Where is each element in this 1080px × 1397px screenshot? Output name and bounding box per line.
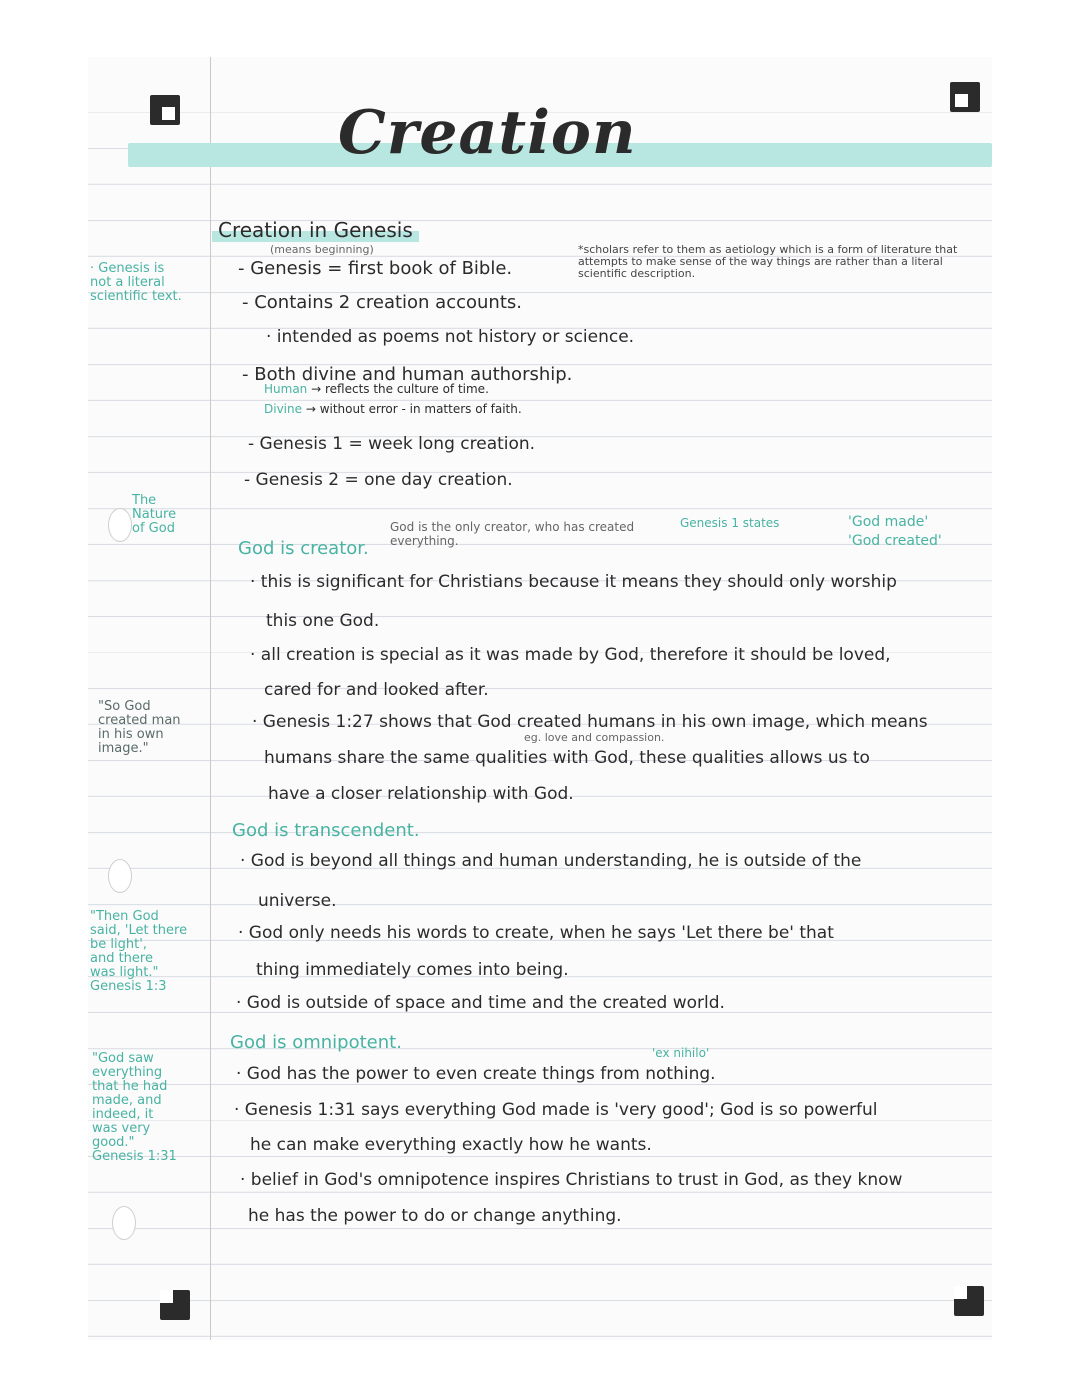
line-genesis-2: - Genesis 2 = one day creation. xyxy=(244,470,513,490)
corner-bracket-icon xyxy=(160,1290,190,1320)
section-heading-omnipotent: God is omnipotent. xyxy=(230,1032,402,1053)
margin-line xyxy=(210,57,211,1340)
omnipotent-bullet-3b: he has the power to do or change anything. xyxy=(248,1206,622,1226)
omnipotent-bullet-2a: · Genesis 1:31 says everything God made is 'very good'; God is so powerful xyxy=(234,1100,878,1120)
divine-label: Divine xyxy=(264,402,302,416)
corner-bracket-icon xyxy=(150,95,180,125)
creator-bullet-1a: · this is significant for Christians because it means they should only worship xyxy=(250,572,897,592)
section-heading-creation-in-genesis: Creation in Genesis xyxy=(212,218,419,242)
section-heading-creator: God is creator. xyxy=(238,538,369,559)
arrow-icon: → xyxy=(311,382,325,396)
transcendent-bullet-1b: universe. xyxy=(258,891,337,911)
punch-hole xyxy=(112,1206,136,1240)
human-label: Human xyxy=(264,382,308,396)
line-genesis-1: - Genesis 1 = week long creation. xyxy=(248,434,536,454)
omnipotent-bullet-1: · God has the power to even create things from nothing. xyxy=(236,1064,716,1084)
transcendent-bullet-2a: · God only needs his words to create, when he says 'Let there be' that xyxy=(238,923,834,943)
line-poems: · intended as poems not history or science. xyxy=(266,327,635,347)
scholars-note: *scholars refer to them as aetiology which is a form of literature that attempts to make sense of the way things are rather than a literal scientific description. xyxy=(578,243,958,280)
creator-bullet-2b: cared for and looked after. xyxy=(264,680,489,700)
omnipotent-bullet-2b: he can make everything exactly how he wants. xyxy=(250,1135,652,1155)
corner-bracket-icon xyxy=(950,82,980,112)
transcendent-bullet-1a: · God is beyond all things and human understanding, he is outside of the xyxy=(240,851,862,871)
creator-note: God is the only creator, who has created everything. xyxy=(390,520,635,548)
creator-bullet-3b: humans share the same qualities with God, these qualities allows us to xyxy=(264,748,870,768)
genesis-meaning-note: (means beginning) xyxy=(270,243,374,256)
line-genesis-first-book: - Genesis = first book of Bible. xyxy=(238,258,513,279)
creator-bullet-3a: · Genesis 1:27 shows that God created humans in his own image, which means xyxy=(252,712,928,732)
human-authorship xyxy=(264,382,489,396)
margin-note-literal: · Genesis is not a literal scientific text. xyxy=(90,261,182,304)
divine-authorship xyxy=(264,402,522,416)
god-made-quote: 'God made' xyxy=(848,514,929,530)
creator-bullet-2a: · all creation is special as it was made by God, therefore it should be loved, xyxy=(250,645,891,665)
genesis-states-label: Genesis 1 states xyxy=(680,516,780,530)
creator-bullet-3-note: eg. love and compassion. xyxy=(524,731,665,744)
section-heading-transcendent: God is transcendent. xyxy=(232,820,420,841)
punch-hole xyxy=(108,508,132,542)
divine-text: without error - in matters of faith. xyxy=(319,402,522,416)
arrow-icon: → xyxy=(305,402,320,416)
margin-quote-image: "So God created man in his own image." xyxy=(98,699,181,756)
line-authorship: - Both divine and human authorship. xyxy=(242,364,573,385)
creator-bullet-1b: this one God. xyxy=(266,611,380,631)
margin-note-nature-of-god: The Nature of God xyxy=(132,493,177,536)
margin-quote-very-good: "God saw everything that he had made, and indeed, it was very good." Genesis 1:31 xyxy=(92,1051,177,1164)
margin-quote-light: "Then God said, 'Let there be light', and there was light." Genesis 1:3 xyxy=(90,909,188,994)
transcendent-bullet-3: · God is outside of space and time and the created world. xyxy=(236,993,725,1013)
transcendent-bullet-2b: thing immediately comes into being. xyxy=(256,960,569,980)
line-two-accounts: - Contains 2 creation accounts. xyxy=(242,292,522,313)
punch-hole xyxy=(108,859,132,893)
god-created-quote: 'God created' xyxy=(848,533,942,549)
page-title: Creation xyxy=(338,98,637,168)
ex-nihilo-note: 'ex nihilo' xyxy=(652,1046,710,1060)
human-text: reflects the culture of time. xyxy=(324,382,489,396)
corner-bracket-icon xyxy=(954,1286,984,1316)
omnipotent-bullet-3a: · belief in God's omnipotence inspires Christians to trust in God, as they know xyxy=(240,1170,903,1190)
creator-bullet-3c: have a closer relationship with God. xyxy=(268,784,574,804)
